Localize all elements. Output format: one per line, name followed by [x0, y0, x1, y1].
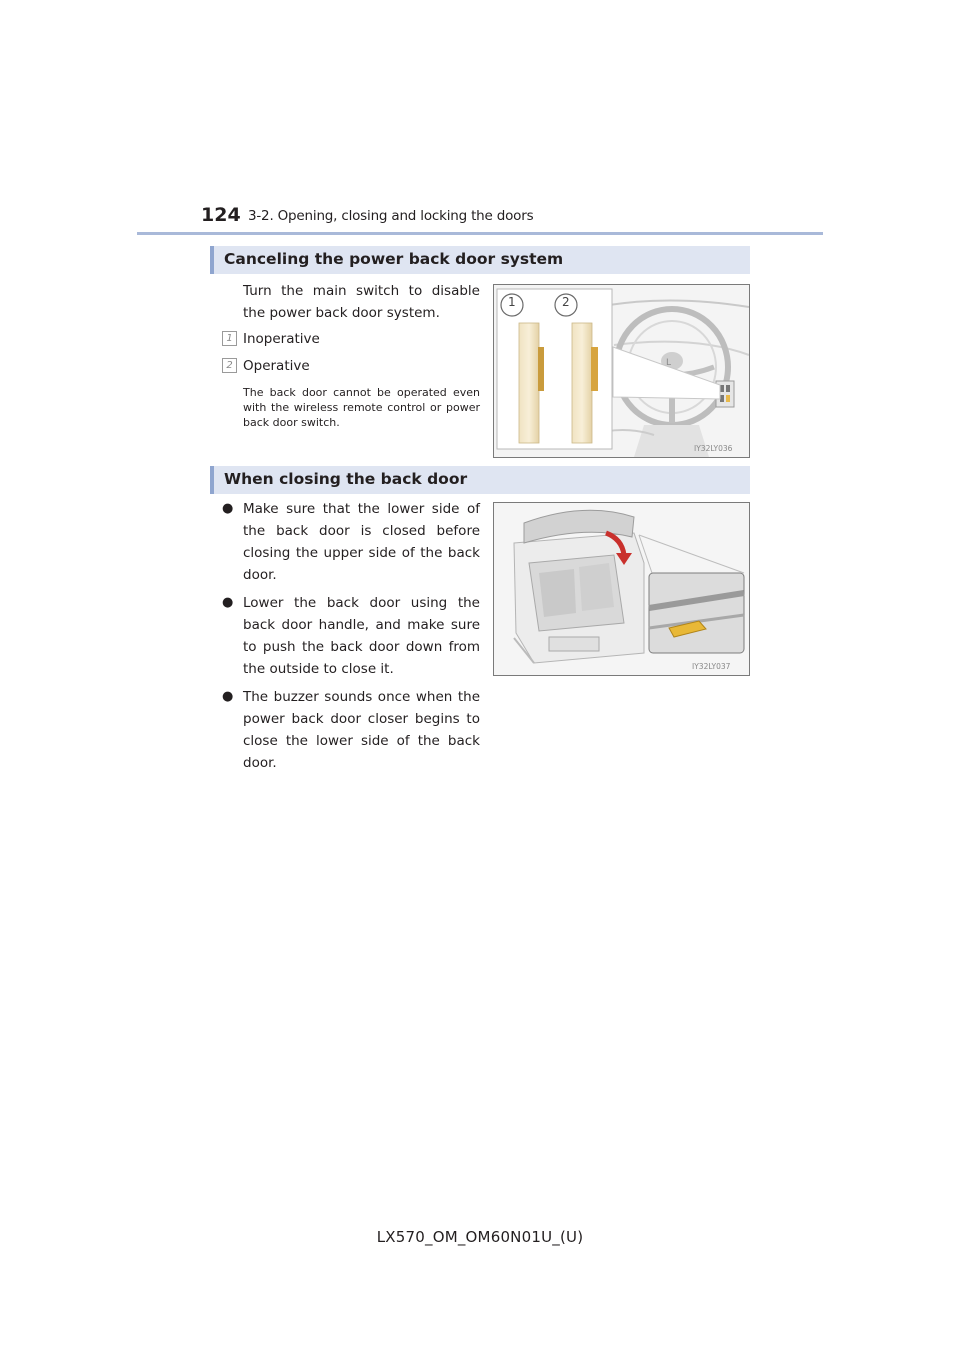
svg-text:L: L: [666, 358, 672, 368]
main-switch-figure: [493, 284, 750, 458]
document-code: LX570_OM_OM60N01U_(U): [376, 1228, 584, 1246]
figure-code: IY32LY036: [694, 444, 733, 453]
item-inoperative: Inoperative: [243, 331, 320, 347]
back-door-illustration: [494, 503, 749, 675]
bullet-icon: ●: [222, 501, 234, 516]
section-title: Canceling the power back door system: [224, 250, 564, 268]
figure-code: IY32LY037: [692, 662, 731, 671]
note-text: The back door cannot be operated even with the wireless remote control or power back door switch.: [243, 386, 480, 429]
header-rule: [137, 232, 823, 235]
bullet-icon: ●: [222, 689, 234, 704]
callout-number: 1: [508, 295, 516, 309]
page-number: 124: [201, 204, 241, 226]
item-number-badge: 2: [222, 358, 237, 373]
section-header-closing: [210, 466, 750, 494]
intro-text: Turn the main switch to disable the power back door system.: [243, 283, 480, 321]
callout-number: 2: [562, 295, 570, 309]
item-number-badge: 1: [222, 331, 237, 346]
section-title: When closing the back door: [224, 470, 468, 488]
list-item: ● Make sure that the lower side of the back door is closed before closing the upper side of the back door.: [222, 498, 480, 586]
back-door-figure: [493, 502, 750, 676]
bullet-icon: ●: [222, 595, 234, 610]
section-header-canceling: [210, 246, 750, 274]
bullet-list: [222, 498, 480, 780]
list-item: ● The buzzer sounds once when the power back door closer begins to close the lower side of the back door.: [222, 686, 480, 774]
main-switch-illustration: [494, 285, 749, 457]
list-item: ● Lower the back door using the back door handle, and make sure to push the back door down from the outside to close it.: [222, 592, 480, 680]
chapter-title: 3-2. Opening, closing and locking the doors: [248, 208, 534, 224]
item-operative: Operative: [243, 358, 310, 374]
